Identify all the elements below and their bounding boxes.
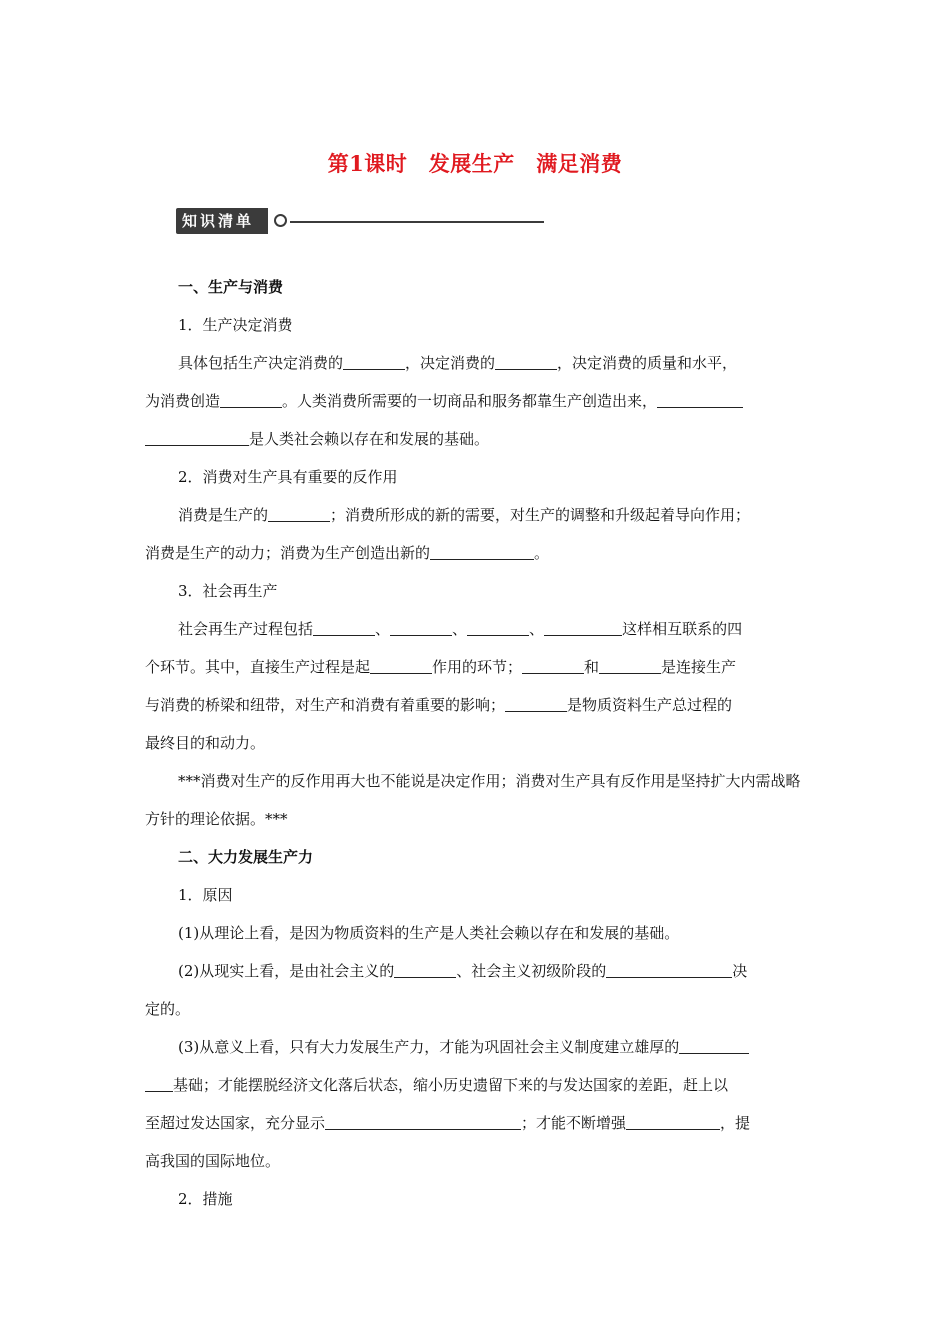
paragraph: 定的。 bbox=[145, 1000, 191, 1018]
paragraph: (3)从意义上看，只有大力发展生产力，才能为巩固社会主义制度建立雄厚的 bbox=[145, 1028, 808, 1066]
fill-blank[interactable] bbox=[657, 389, 743, 408]
fill-blank[interactable] bbox=[467, 617, 529, 636]
paragraph: 最终目的和动力。 bbox=[145, 734, 266, 752]
section-heading-2: 二、大力发展生产力 bbox=[178, 848, 314, 866]
fill-blank[interactable] bbox=[313, 617, 375, 636]
paragraph: 与消费的桥梁和纽带，对生产和消费有着重要的影响； 是物质资料生产总过程的 bbox=[145, 686, 808, 724]
fill-blank[interactable] bbox=[343, 351, 405, 370]
paragraph: 个环节。其中，直接生产过程是起 作用的环节； 和 是连接生产 bbox=[145, 648, 808, 686]
fill-blank[interactable] bbox=[370, 655, 432, 674]
item-heading: 2．消费对生产具有重要的反作用 bbox=[178, 468, 398, 486]
paragraph: 社会再生产过程包括 、 、 、 这样相互联系的四 bbox=[145, 610, 808, 648]
badge-dot bbox=[274, 214, 287, 227]
fill-blank[interactable] bbox=[145, 427, 249, 446]
paragraph: 是人类社会赖以存在和发展的基础。 bbox=[145, 420, 808, 458]
fill-blank[interactable] bbox=[544, 617, 622, 636]
fill-blank[interactable] bbox=[599, 655, 661, 674]
document-body bbox=[145, 268, 808, 1218]
fill-blank[interactable] bbox=[325, 1111, 521, 1130]
section-heading-1: 一、生产与消费 bbox=[178, 278, 284, 296]
item-heading: 3．社会再生产 bbox=[178, 582, 278, 600]
paragraph: (2)从现实上看，是由社会主义的 、社会主义初级阶段的 决 bbox=[145, 952, 808, 990]
paragraph: 消费是生产的动力；消费为生产创造出新的 。 bbox=[145, 534, 808, 572]
fill-blank[interactable] bbox=[268, 503, 330, 522]
section-badge: 知识清单 bbox=[176, 208, 268, 234]
fill-blank[interactable] bbox=[679, 1035, 749, 1054]
paragraph: 基础；才能摆脱经济文化落后状态，缩小历史遗留下来的与发达国家的差距，赶上以 bbox=[145, 1066, 808, 1104]
note-paragraph: ***消费对生产的反作用再大也不能说是决定作用；消费对生产具有反作用是坚持扩大内需战略方针的理论依据。*** bbox=[145, 772, 801, 828]
paragraph: 至超过发达国家，充分显示 ；才能不断增强 ，提 bbox=[145, 1104, 808, 1142]
fill-blank[interactable] bbox=[390, 617, 452, 636]
fill-blank[interactable] bbox=[495, 351, 557, 370]
item-heading: 2．措施 bbox=[178, 1190, 233, 1208]
fill-blank[interactable] bbox=[505, 693, 567, 712]
item-heading: 1．原因 bbox=[178, 886, 233, 904]
fill-blank[interactable] bbox=[394, 959, 456, 978]
paragraph: 消费是生产的 ；消费所形成的新的需要，对生产的调整和升级起着导向作用； bbox=[145, 496, 808, 534]
fill-blank[interactable] bbox=[430, 541, 534, 560]
paragraph: 为消费创造 。人类消费所需要的一切商品和服务都靠生产创造出来， bbox=[145, 382, 808, 420]
paragraph: (1)从理论上看，是因为物质资料的生产是人类社会赖以存在和发展的基础。 bbox=[178, 924, 680, 942]
paragraph: 高我国的国际地位。 bbox=[145, 1152, 281, 1170]
page-title: 第1课时 发展生产 满足消费 bbox=[327, 151, 623, 176]
fill-blank[interactable] bbox=[220, 389, 282, 408]
fill-blank[interactable] bbox=[606, 959, 732, 978]
fill-blank[interactable] bbox=[522, 655, 584, 674]
fill-blank[interactable] bbox=[626, 1111, 720, 1130]
item-heading: 1．生产决定消费 bbox=[178, 316, 293, 334]
paragraph: 具体包括生产决定消费的 ，决定消费的 ，决定消费的质量和水平， bbox=[145, 344, 808, 382]
fill-blank[interactable] bbox=[145, 1073, 173, 1092]
badge-rule bbox=[290, 221, 544, 223]
